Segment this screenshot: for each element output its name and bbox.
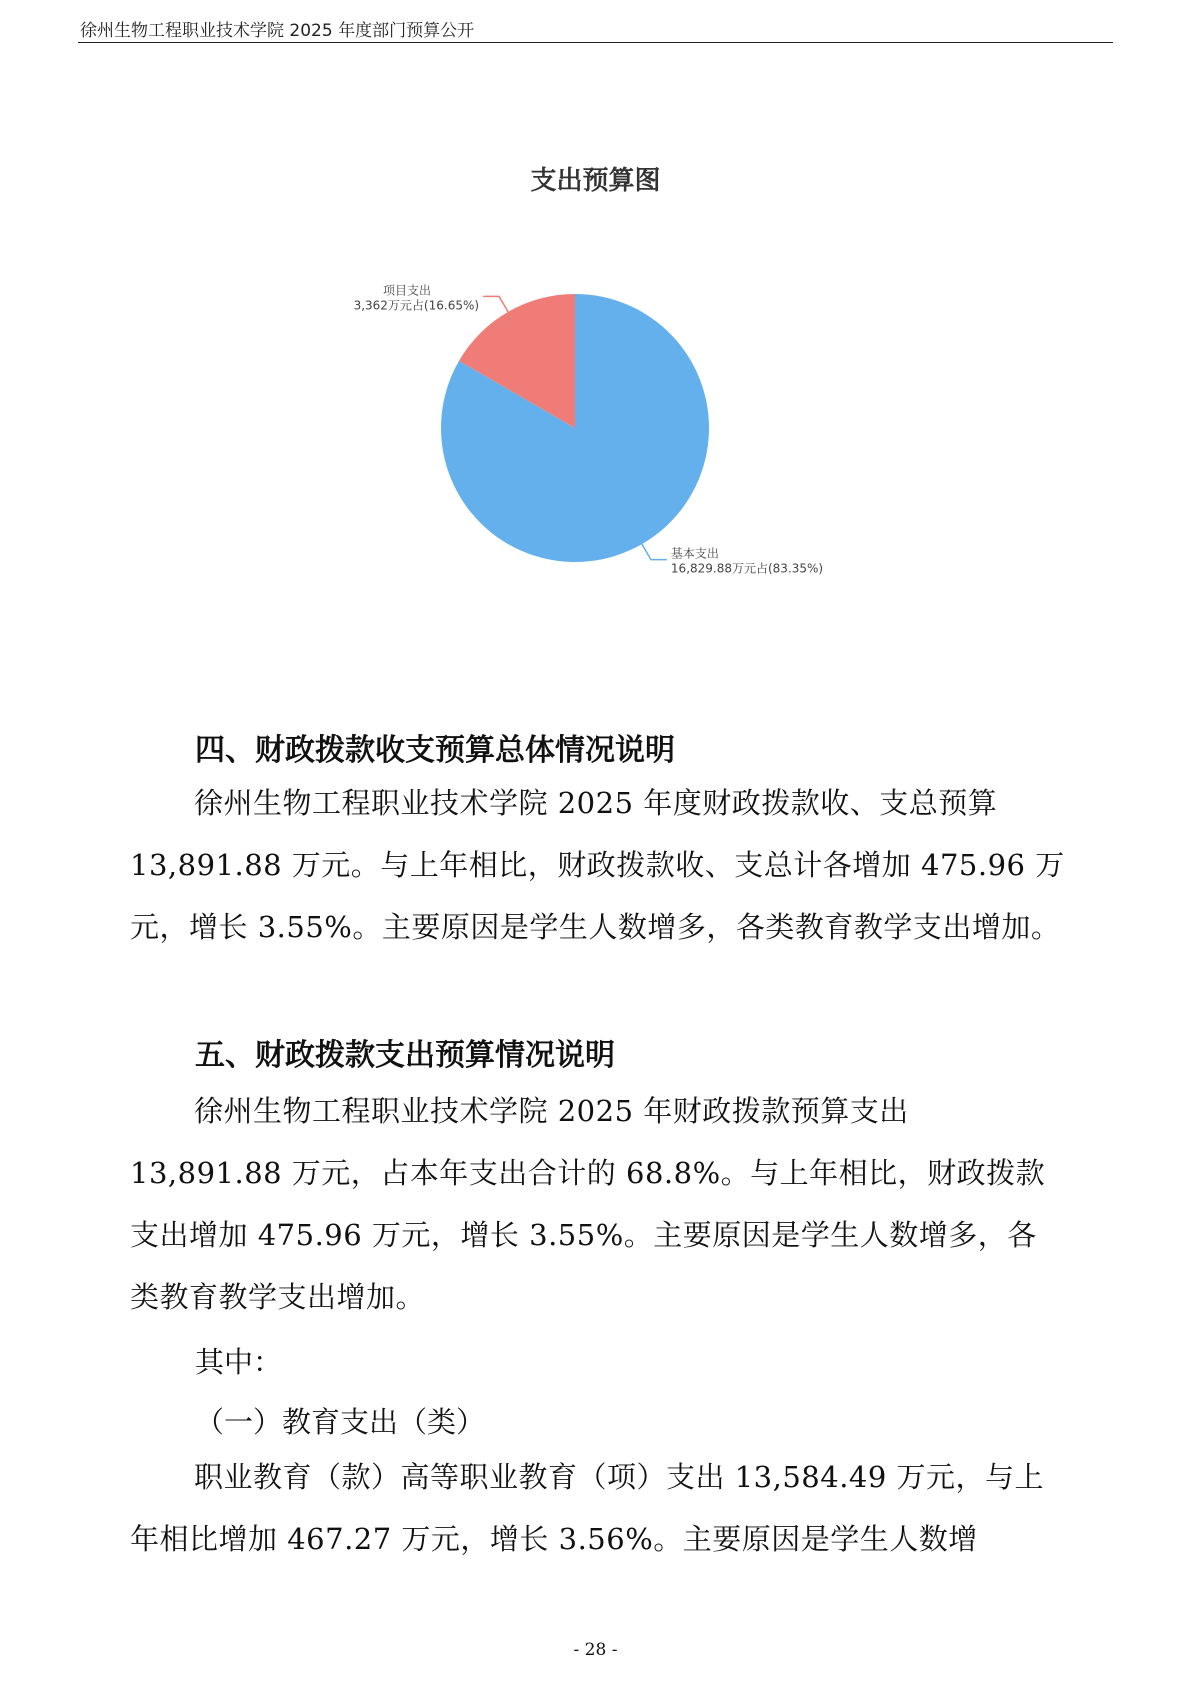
section-heading-5: 五、财政拨款支出预算情况说明: [195, 1038, 615, 1073]
pie-label-value-1: 3,362万元占(16.65%): [353, 298, 480, 313]
subsection-1-paragraph: 职业教育（款）高等职业教育（项）支出 13,584.49 万元，与上年相比增加 467.27 万元，增长 3.56%。主要原因是学生人数增: [130, 1460, 1045, 1556]
page-number: - 28 -: [573, 1640, 618, 1660]
section-5-paragraph: 徐州生物工程职业技术学院 2025 年财政拨款预算支出 13,891.88 万元，占本年支出合计的 68.8%。与上年相比，财政拨款支出增加 475.96 万元，增长 3.55%。主要原因是学生人数增多，各类教育教学支出增加。: [130, 1094, 1046, 1314]
section-heading-4: 四、财政拨款收支预算总体情况说明: [195, 733, 675, 768]
document-header: 徐州生物工程职业技术学院 2025 年度部门预算公开: [80, 21, 475, 41]
pie-label-name-0: 基本支出: [670, 546, 719, 561]
subsection-heading-1: （一）教育支出（类）: [195, 1405, 486, 1439]
among-label: 其中：: [195, 1345, 283, 1379]
pie-label-value-0: 16,829.88万元占(83.35%): [670, 561, 824, 576]
section-4-paragraph: 徐州生物工程职业技术学院 2025 年度财政拨款收、支总预算 13,891.88 万元。与上年相比，财政拨款收、支总计各增加 475.96 万元，增长 3.55%。主要原因是学生人数增多，各类教育教学支出增加。: [130, 786, 1065, 944]
pie-leader-line-1: [483, 296, 508, 312]
expenditure-pie-chart: [0, 0, 1191, 640]
pie-label-name-1: 项目支出: [383, 283, 432, 298]
chart-title: 支出预算图: [530, 166, 661, 196]
pie-leader-line-0: [642, 544, 667, 560]
